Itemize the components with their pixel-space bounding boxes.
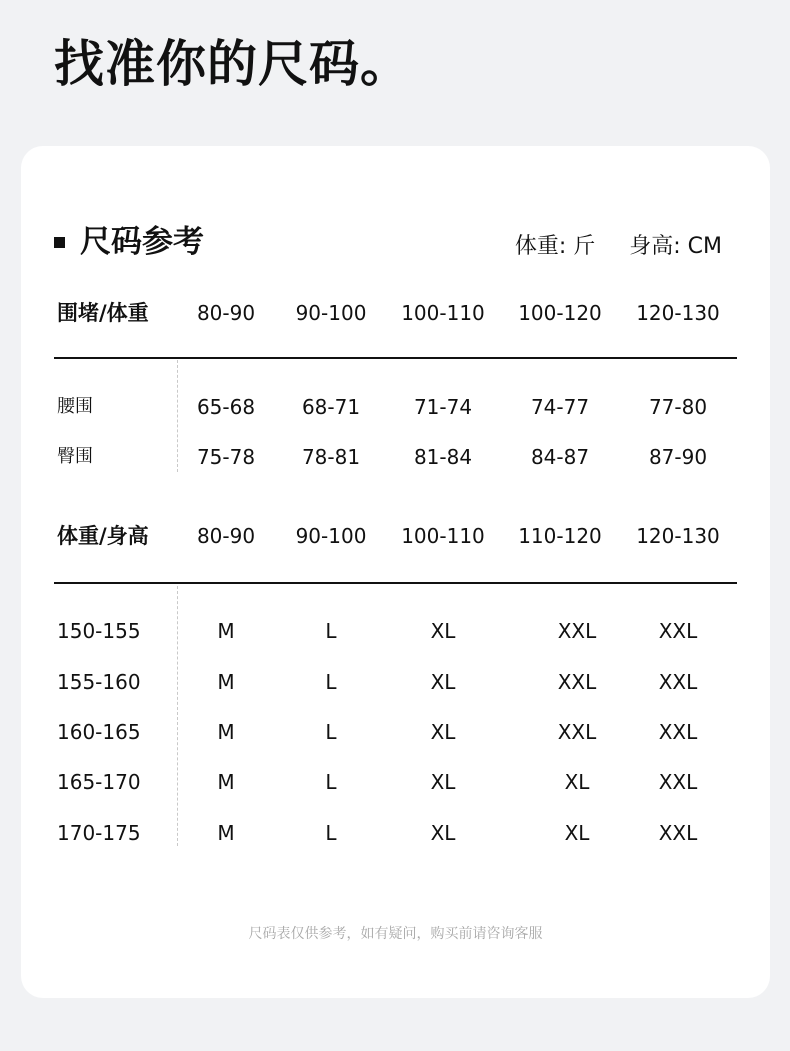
table-cell: 77-80 — [648, 395, 708, 419]
table-cell: 65-68 — [196, 395, 256, 419]
weight-unit-label: 体重: 斤 — [514, 234, 596, 259]
table-row — [21, 614, 770, 648]
size-cell: XL — [430, 821, 456, 845]
size-cell: XXL — [658, 670, 698, 694]
size-cell: XL — [430, 720, 456, 744]
table-cell: 87-90 — [648, 445, 708, 469]
table-cell: 68-71 — [301, 395, 361, 419]
size-cell: XL — [430, 670, 456, 694]
table2-header-row — [21, 519, 770, 553]
size-cell: M — [217, 821, 235, 845]
section-title: 尺码参考 — [80, 224, 204, 260]
size-cell: XXL — [557, 670, 597, 694]
size-cell: XXL — [658, 619, 698, 643]
row-label: 155-160 — [57, 670, 141, 694]
size-cell: L — [325, 670, 337, 694]
table2-column-header: 110-120 — [518, 524, 602, 548]
table-row — [21, 765, 770, 799]
table2-header-label: 体重/身高 — [57, 524, 149, 548]
table2-column-header: 120-130 — [636, 524, 720, 548]
table1-column-header: 120-130 — [636, 301, 720, 325]
row-label: 臀围 — [57, 446, 93, 467]
size-cell: L — [325, 770, 337, 794]
table2-column-header: 90-100 — [295, 524, 367, 548]
size-cell: XXL — [557, 720, 597, 744]
height-unit-label: 身高: CM — [629, 234, 722, 259]
table-cell: 78-81 — [301, 445, 361, 469]
page-title: 找准你的尺码。 — [54, 35, 411, 93]
table1-column-header: 100-110 — [401, 301, 485, 325]
size-cell: M — [217, 670, 235, 694]
size-cell: L — [325, 619, 337, 643]
table-row — [21, 665, 770, 699]
size-cell: L — [325, 720, 337, 744]
table-cell: 81-84 — [413, 445, 473, 469]
table-cell: 75-78 — [196, 445, 256, 469]
row-label: 160-165 — [57, 720, 141, 744]
table-row — [21, 816, 770, 850]
size-chart-card — [21, 146, 770, 998]
size-cell: L — [325, 821, 337, 845]
row-label: 165-170 — [57, 770, 141, 794]
size-cell: XXL — [658, 720, 698, 744]
size-cell: M — [217, 720, 235, 744]
size-cell: XXL — [557, 619, 597, 643]
table-cell: 74-77 — [530, 395, 590, 419]
size-cell: XL — [430, 770, 456, 794]
size-cell: XL — [564, 770, 590, 794]
table-row — [21, 715, 770, 749]
bullet-square-icon — [54, 237, 65, 248]
size-cell: XL — [430, 619, 456, 643]
size-cell: M — [217, 619, 235, 643]
table2-divider — [54, 582, 737, 584]
row-label: 150-155 — [57, 619, 141, 643]
disclaimer-footnote: 尺码表仅供参考，如有疑问，购买前请咨询客服 — [248, 926, 543, 942]
size-cell: XXL — [658, 821, 698, 845]
table2-column-header: 80-90 — [196, 524, 256, 548]
size-cell: XXL — [658, 770, 698, 794]
table1-column-header: 80-90 — [196, 301, 256, 325]
table-cell: 84-87 — [530, 445, 590, 469]
section-header — [54, 220, 204, 264]
table1-column-header: 90-100 — [295, 301, 367, 325]
row-label: 170-175 — [57, 821, 141, 845]
table-cell: 71-74 — [413, 395, 473, 419]
table1-divider — [54, 357, 737, 359]
table-row — [21, 440, 770, 474]
units-legend — [515, 230, 722, 264]
size-cell: XL — [564, 821, 590, 845]
row-label: 腰围 — [57, 396, 93, 417]
table2-column-header: 100-110 — [401, 524, 485, 548]
table1-header-row — [21, 296, 770, 330]
table-row — [21, 390, 770, 424]
table1-column-header: 100-120 — [518, 301, 602, 325]
table1-header-label: 围堵/体重 — [57, 301, 149, 325]
size-cell: M — [217, 770, 235, 794]
